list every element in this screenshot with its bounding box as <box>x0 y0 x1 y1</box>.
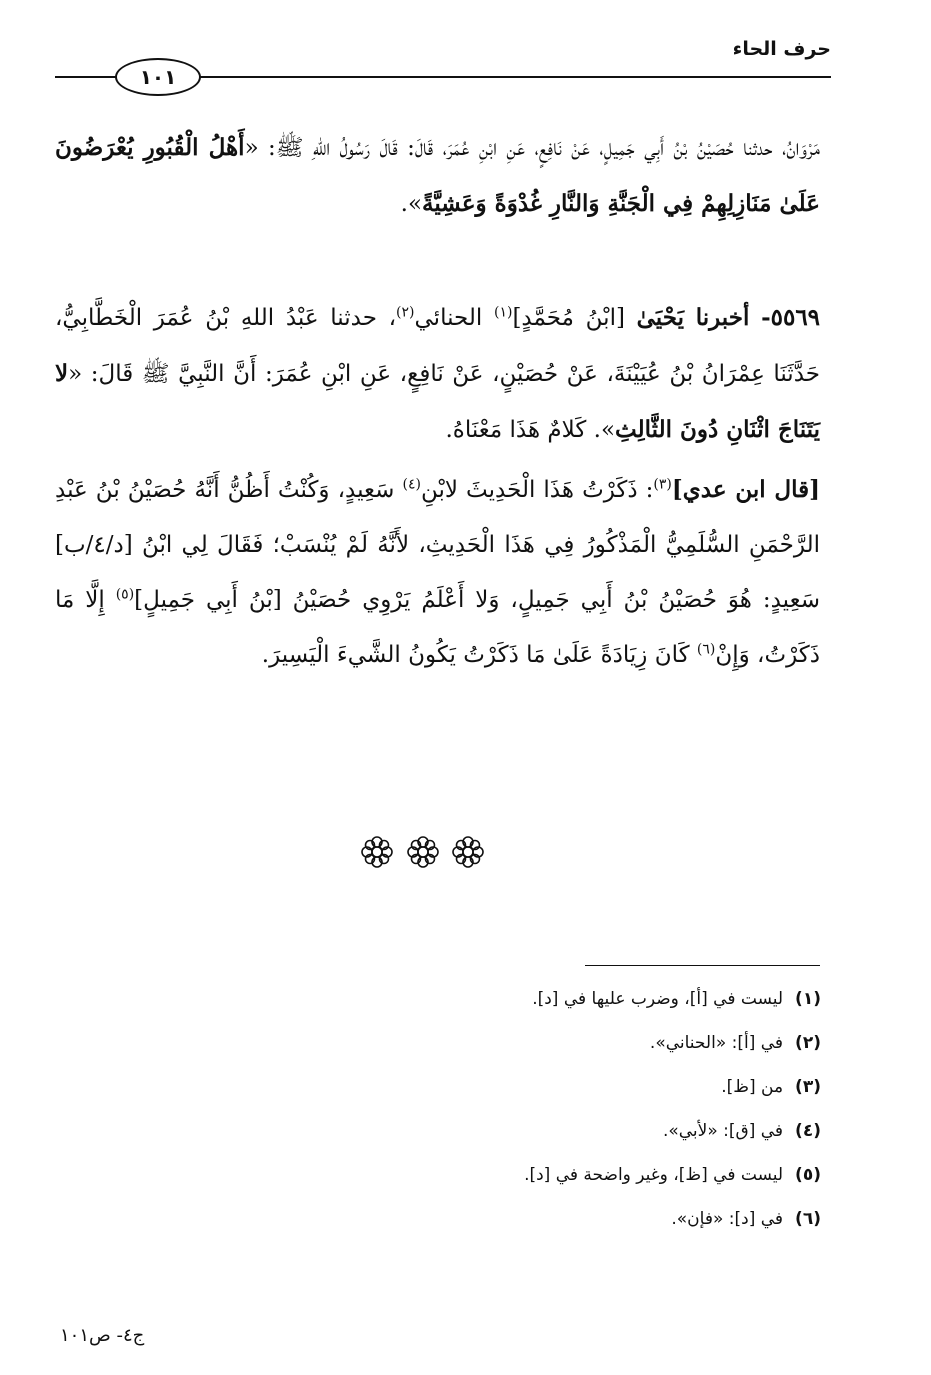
footnote-number: (١) <box>795 989 821 1009</box>
p3-text-a: : ذَكَرْتُ هَذَا الْحَدِيثَ لابْنِ <box>420 477 654 503</box>
footnote-ref-2[interactable]: (٢) <box>396 304 415 321</box>
flower-ornament-icon <box>360 835 394 869</box>
hadith-number: ٥٥٦٩- <box>761 304 821 331</box>
footnote-text: في [د]: «فإن». <box>671 1209 784 1229</box>
footnote-text: في [أ]: «الحناني». <box>649 1033 784 1053</box>
p2-text-b: ، حدثنا عَبْدُ اللهِ بْنُ عُمَرَ الْخَطَّابِيُّ، حَدَّثَنَا عِمْرَانُ بْنُ عُيَيْنَةَ، عَنْ حُصَيْنٍ، عَنْ نَافِعٍ، عَنِ ابْنِ عُمَرَ: أَنَّ النَّبِيَّ ﷺ قَالَ: « <box>55 305 820 387</box>
footnote-item <box>321 985 821 1029</box>
p2-hadith: لا يَتَنَاجَ اثْنَانِ دُونَ الثَّالِثِ <box>55 360 820 443</box>
footnote-ref-1[interactable]: (١) <box>493 304 513 321</box>
footnote-text: ليست في [أ]، وضرب عليها في [د]. <box>532 989 784 1009</box>
footnote-number: (٦) <box>795 1209 821 1229</box>
paragraph-1 <box>55 120 820 232</box>
p3-text-d: كَانَ زِيَادَةً عَلَىٰ مَا ذَكَرْتُ يَكُونُ الشَّيءَ الْيَسِيرَ. <box>261 642 697 668</box>
flower-ornament-icon <box>451 835 485 869</box>
p2-akhbarana: أخبرنا <box>695 304 750 331</box>
footnote-ref-6[interactable]: (٦) <box>696 641 716 658</box>
p1-text-b: ». <box>400 191 423 217</box>
footnote-item <box>321 1073 821 1117</box>
page-number-badge <box>115 58 201 96</box>
footnote-ref-4[interactable]: (٤) <box>402 476 421 493</box>
footnote-ref-3[interactable]: (٣) <box>653 476 672 493</box>
footnote-text: من [ظ]. <box>721 1077 784 1097</box>
footnotes <box>321 985 821 1249</box>
p1-text-a: مَرْوَانُ، حدثنا حُصَيْنُ بْنُ أَبِي جَمِيلٍ، عَنْ نَافِعٍ، عَنِ ابْنِ عُمَرَ، قَالَ: قَالَ رَسُولُ اللهِ ﷺ: « <box>244 135 821 161</box>
p2-text-c: ». كَلامٌ هَذَا مَعْنَاهُ. <box>445 417 616 443</box>
flower-ornament-icon <box>406 835 440 869</box>
footnote-number: (٤) <box>795 1121 821 1141</box>
volume-page-reference: ج٤- ص١٠١ <box>60 1325 145 1346</box>
paragraph-2 <box>55 290 820 458</box>
p1-hadith: أَهْلُ الْقُبُورِ يُعْرَضُونَ عَلَىٰ مَنَازِلِهِمْ فِي الْجَنَّةِ وَالنَّارِ غُدْوَةً وَعَشِيَّةً <box>55 134 820 217</box>
section-divider-ornament <box>360 832 485 872</box>
footnote-ref-5[interactable]: (٥) <box>115 586 135 603</box>
footnote-number: (٢) <box>795 1033 821 1053</box>
footnote-text: في [ق]: «لأبي». <box>662 1121 784 1141</box>
p3-bracket-open: [قال ابن عدي] <box>671 476 820 503</box>
page-number: ١٠١ <box>139 65 177 89</box>
footnote-text: ليست في [ظ]، وغير واضحة في [د]. <box>524 1165 784 1185</box>
footnote-item <box>321 1161 821 1205</box>
footnote-item <box>321 1117 821 1161</box>
p3-text-b: سَعِيدٍ، وَكُنْتُ أَظُنُّ أَنَّهُ حُصَيْنُ بْنُ عَبْدِ الرَّحْمَنِ السُّلَمِيُّ الْمَذْكُورُ فِي هَذَا الْحَدِيثِ، لأَنَّهُ لَمْ يُنْسَبْ؛ فَقَالَ لِي ابْنُ [د/٤/ب] سَعِيدٍ: هُوَ حُصَيْنُ بْنُ أَبِي جَمِيلٍ، وَلا أَعْلَمُ يَرْوِي حُصَيْنُ [بْنُ أَبِي جَمِيلٍ] <box>55 477 820 613</box>
paragraph-3 <box>55 462 820 683</box>
p2-bracket-text: [ابْنُ مُحَمَّدٍ] <box>512 305 625 331</box>
chapter-title: حرف الحاء <box>732 38 831 60</box>
p2-name: يَحْيَىٰ <box>636 304 684 331</box>
p2-text-a: الحنائي <box>414 305 483 331</box>
footnote-number: (٣) <box>795 1077 821 1097</box>
footnote-number: (٥) <box>795 1165 821 1185</box>
footnote-item <box>321 1029 821 1073</box>
p3-text-c: إِلَّا مَا ذَكَرْتُ، وَإِنْ <box>55 587 820 668</box>
footnote-separator <box>585 965 820 966</box>
footnote-item <box>321 1205 821 1249</box>
